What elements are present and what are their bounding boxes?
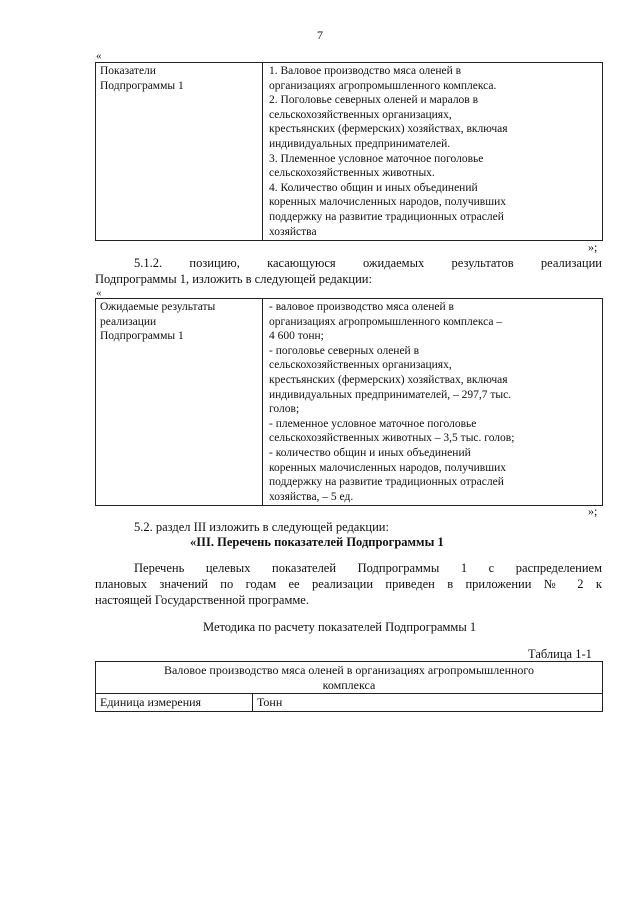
indicators-label-cell xyxy=(96,63,263,241)
results-line: крестьянских (фермерских) хозяйствах, включая xyxy=(269,373,508,386)
close-quote-1: »; xyxy=(588,240,598,254)
indicators-line: организациях агропромышленного комплекса. xyxy=(269,79,497,92)
table-caption: Таблица 1-1 xyxy=(528,647,592,661)
results-line: - племенное условное маточное поголовье xyxy=(269,417,477,430)
indicators-list-cell xyxy=(263,63,603,241)
results-line: сельскохозяйственных животных – 3,5 тыс. голов; xyxy=(269,432,515,445)
indicators-table xyxy=(95,62,603,241)
indicators-line: хозяйства xyxy=(269,225,317,238)
indicators-label-line: Подпрограммы 1 xyxy=(100,79,184,92)
results-label-line: Ожидаемые результаты xyxy=(100,301,216,313)
section-heading: «III. Перечень показателей Подпрограммы 1 xyxy=(190,535,444,549)
paragraph-5-1-2-line2: Подпрограммы 1, изложить в следующей редакции: xyxy=(95,272,372,286)
paragraph-5-1-2-line1: 5.1.2. позицию, касающуюся ожидаемых результатов реализации xyxy=(134,256,602,270)
page-number: 7 xyxy=(317,28,323,42)
results-line: поддержку на развитие традиционных отраслей xyxy=(269,476,504,489)
indicators-line: коренных малочисленных народов, получивших xyxy=(269,196,506,209)
results-line: - валовое производство мяса оленей в xyxy=(269,301,454,313)
close-quote-2: »; xyxy=(588,504,598,518)
open-quote-1: « xyxy=(96,50,102,62)
results-line: - количество общин и иных объединений xyxy=(269,446,471,459)
unit-value-cell: Тонн xyxy=(253,694,603,712)
results-line: сельскохозяйственных организациях, xyxy=(269,359,452,372)
results-label-cell xyxy=(96,299,263,506)
results-list-cell xyxy=(263,299,603,506)
indicators-line: 1. Валовое производство мяса оленей в xyxy=(269,65,462,77)
paragraph-list-line2: плановых значений по годам ее реализации приведен в приложении № 2 к xyxy=(95,577,602,591)
results-label-line: Подпрограммы 1 xyxy=(100,330,184,343)
indicators-label-line: Показатели xyxy=(100,65,156,77)
indicators-line: 2. Поголовье северных оленей и маралов в xyxy=(269,94,479,107)
open-quote-2: « xyxy=(96,287,102,299)
results-line: - поголовье северных оленей в xyxy=(269,344,420,357)
results-line: организациях агропромышленного комплекса – xyxy=(269,315,503,328)
results-line: голов; xyxy=(269,403,300,416)
paragraph-list-line1: Перечень целевых показателей Подпрограммы 1 с распределением xyxy=(134,561,602,575)
indicators-line: крестьянских (фермерских) хозяйствах, включая xyxy=(269,123,508,136)
indicators-line: поддержку на развитие традиционных отраслей xyxy=(269,210,504,223)
indicators-line: сельскохозяйственных животных. xyxy=(269,167,435,180)
indicator-spec-header xyxy=(96,662,603,694)
indicator-spec-header-line: комплекса xyxy=(322,677,376,692)
results-table xyxy=(95,298,603,506)
results-line: 4 600 тонн; xyxy=(269,330,324,343)
results-line: хозяйства, – 5 ед. xyxy=(269,490,354,503)
indicators-line: 3. Племенное условное маточное поголовье xyxy=(269,152,484,165)
indicators-line: 4. Количество общин и иных объединений xyxy=(269,181,478,194)
paragraph-5-2: 5.2. раздел III изложить в следующей редакции: xyxy=(134,520,389,534)
unit-label-cell: Единица измерения xyxy=(96,694,253,712)
indicator-spec-header-line: Валовое производство мяса оленей в организациях агропромышленного xyxy=(163,663,535,677)
results-line: коренных малочисленных народов, получивших xyxy=(269,461,506,474)
indicators-line: сельскохозяйственных организациях, xyxy=(269,108,452,121)
indicator-spec-table xyxy=(95,661,603,712)
results-line: индивидуальных предпринимателей, – 297,7 тыс. xyxy=(269,388,512,401)
results-label-line: реализации xyxy=(100,315,157,328)
method-heading: Методика по расчету показателей Подпрограммы 1 xyxy=(203,620,477,634)
paragraph-list-line3: настоящей Государственной программе. xyxy=(95,593,309,607)
indicators-line: индивидуальных предпринимателей. xyxy=(269,137,451,150)
